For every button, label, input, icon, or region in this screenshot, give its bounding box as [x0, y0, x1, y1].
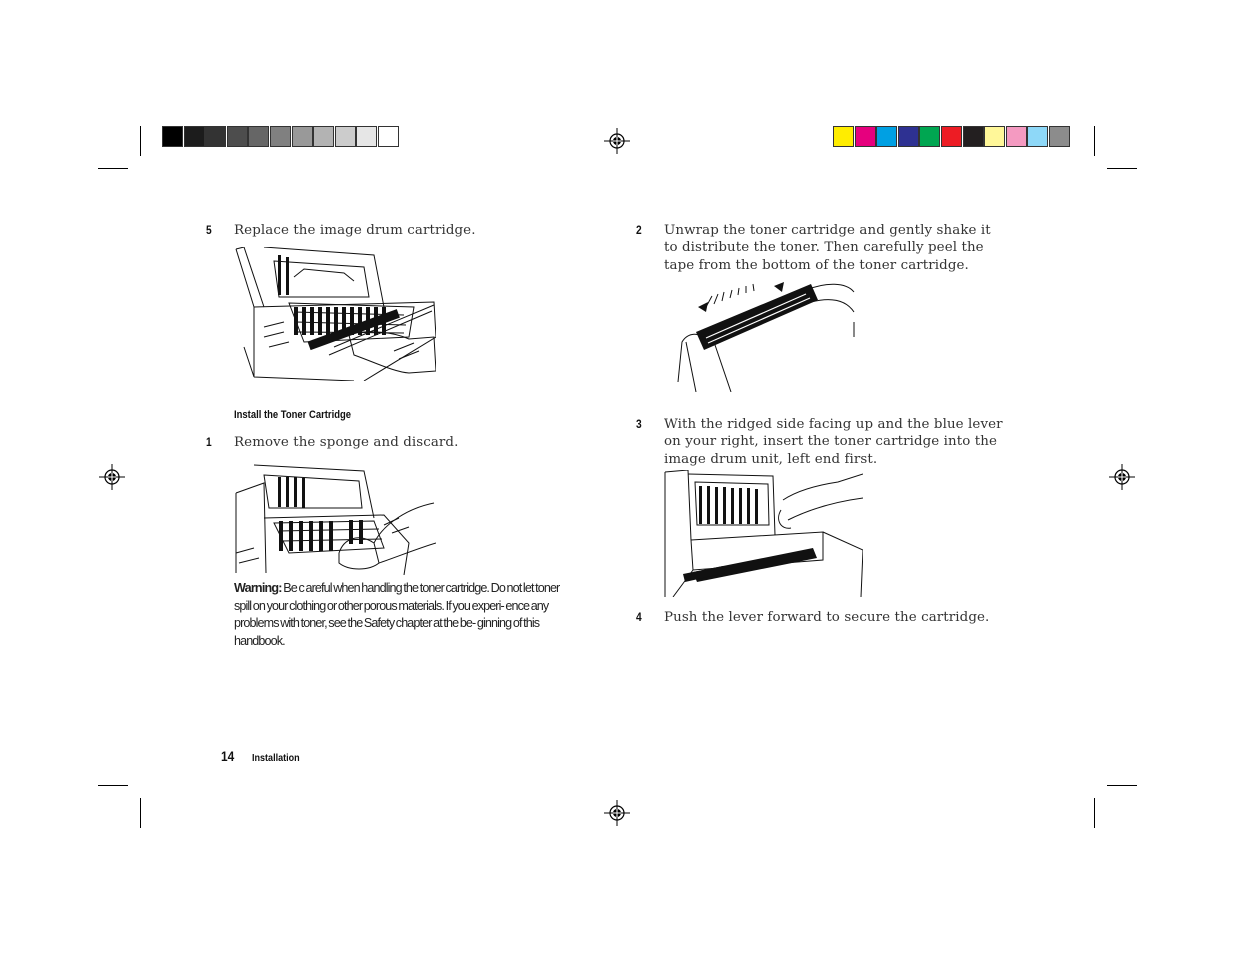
- step-number: 2: [636, 223, 642, 237]
- color-swatch: [184, 126, 205, 147]
- step-text: Remove the sponge and discard.: [234, 435, 459, 450]
- color-swatch: [356, 126, 377, 147]
- crop-mark: [1107, 785, 1137, 786]
- color-swatch: [313, 126, 334, 147]
- color-swatch: [270, 126, 291, 147]
- footer-section-title: Installation: [252, 752, 300, 764]
- crop-mark: [140, 798, 141, 828]
- process-color-bar: [833, 126, 1071, 147]
- color-swatch: [941, 126, 962, 147]
- step-number: 3: [636, 417, 642, 431]
- printer-sponge-remove-illustration: [234, 463, 436, 575]
- color-swatch: [378, 126, 399, 147]
- color-swatch: [833, 126, 854, 147]
- crop-mark: [1107, 168, 1137, 169]
- crop-mark: [98, 785, 128, 786]
- color-swatch: [963, 126, 984, 147]
- step-number: 1: [206, 435, 212, 449]
- step-text: With the ridged side facing up and the blue lever on your right, insert the toner cartridge into the image drum unit, left end first.: [664, 417, 1003, 467]
- color-swatch: [1006, 126, 1027, 147]
- section-heading: Install the Toner Cartridge: [234, 409, 352, 421]
- color-swatch: [855, 126, 876, 147]
- registration-mark-icon: [99, 464, 125, 490]
- color-swatch: [205, 126, 226, 147]
- color-swatch: [919, 126, 940, 147]
- toner-shake-illustration: [676, 282, 856, 392]
- color-swatch: [227, 126, 248, 147]
- registration-mark-icon: [1109, 464, 1135, 490]
- color-swatch: [876, 126, 897, 147]
- warning-label: Warning:: [234, 581, 282, 595]
- color-swatch: [162, 126, 183, 147]
- step-number: 4: [636, 610, 642, 624]
- crop-mark: [98, 168, 128, 169]
- color-swatch: [984, 126, 1005, 147]
- color-swatch: [1027, 126, 1048, 147]
- color-swatch: [248, 126, 269, 147]
- registration-mark-icon: [604, 128, 630, 154]
- color-swatch: [898, 126, 919, 147]
- crop-mark: [1094, 798, 1095, 828]
- crop-mark: [1094, 126, 1095, 156]
- registration-mark-icon: [604, 800, 630, 826]
- toner-insert-illustration: [663, 470, 863, 597]
- step-text: Replace the image drum cartridge.: [234, 223, 476, 238]
- page-number: 14: [221, 748, 235, 764]
- crop-mark: [140, 126, 141, 156]
- grayscale-color-bar: [162, 126, 400, 147]
- color-swatch: [335, 126, 356, 147]
- step-text: Unwrap the toner cartridge and gently shake it to distribute the toner. Then carefully peel the tape from the bottom of the toner cartridge.: [664, 223, 991, 273]
- printer-drum-replace-illustration: [234, 247, 436, 381]
- warning-note: [234, 580, 578, 650]
- step-number: 5: [206, 223, 212, 237]
- warning-text: Be c areful when handling the toner cartridge. Do not let toner spill on your clothing or other porous materials. If you experi- ence any problems with toner, see the Safety chapter at the be- ginning of this handbook.: [234, 581, 560, 648]
- step-text: Push the lever forward to secure the cartridge.: [664, 610, 990, 625]
- color-swatch: [292, 126, 313, 147]
- color-swatch: [1049, 126, 1070, 147]
